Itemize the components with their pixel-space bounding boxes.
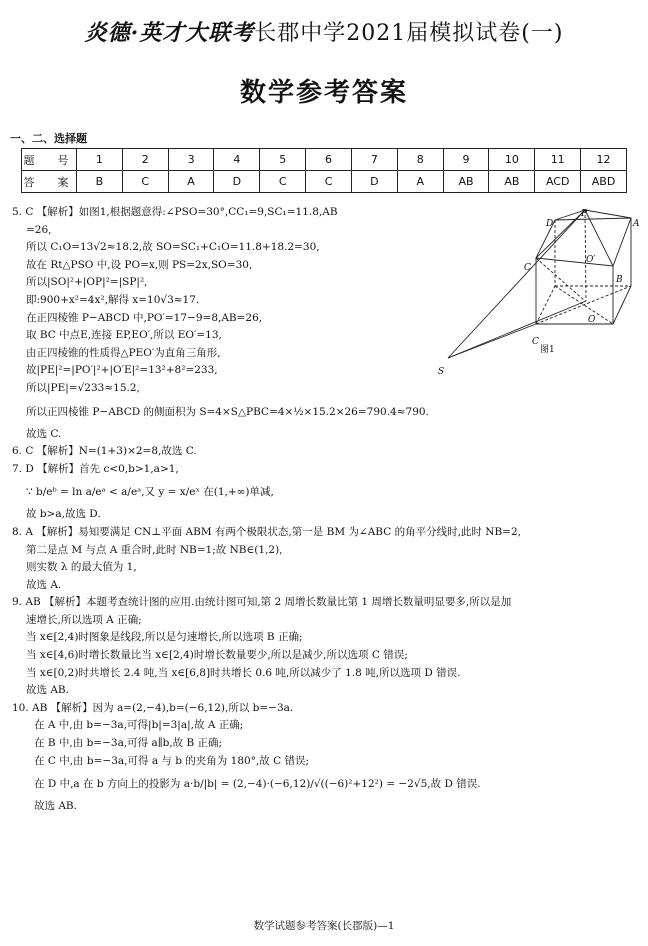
answer-cell: B bbox=[77, 171, 123, 193]
figure-point-label: S bbox=[438, 367, 445, 377]
table-row-answers bbox=[22, 171, 627, 193]
figure-point-label: B bbox=[616, 275, 623, 285]
figure-caption: 图1 bbox=[540, 345, 555, 355]
answer-cell: C bbox=[122, 171, 168, 193]
solution-line: 在 B 中,由 b=−3a,可得 a∥b,故 B 正确; bbox=[34, 737, 223, 750]
exam-subtitle: 长郡中学2021届模拟试卷(一) bbox=[254, 21, 564, 46]
solution-line: 故选 C. bbox=[26, 427, 62, 440]
question-number-cell: 12 bbox=[581, 149, 627, 171]
solution-line: 在 C 中,由 b=−3a,可得 a 与 b 的夹角为 180°,故 C 错误; bbox=[34, 754, 310, 767]
figure-point-label: O bbox=[588, 315, 596, 325]
solution-line: 10. AB 【解析】因为 a=(2,−4),b=(−6,12),所以 b=−3a. bbox=[12, 701, 294, 714]
solution-line: 所以|PE|=√233≈15.2, bbox=[26, 381, 140, 394]
page-footer: 数学试题参考答案(长郡版)—1 bbox=[253, 920, 395, 932]
figure-point-label: O′ bbox=[586, 255, 596, 265]
question-number-cell: 4 bbox=[214, 149, 260, 171]
figure-point-label: D bbox=[546, 219, 554, 229]
table-row-numbers bbox=[22, 149, 627, 171]
question-number-cell: 8 bbox=[397, 149, 443, 171]
solution-line: 取 BC 中点E,连接 EP,EO′,所以 EO′=13, bbox=[26, 329, 222, 342]
question-number-cell: 1 bbox=[77, 149, 123, 171]
answer-cell: A bbox=[168, 171, 214, 193]
question-number-cell: 5 bbox=[260, 149, 306, 171]
solution-line: 在正四棱锥 P−ABCD 中,PO′=17−9=8,AB=26, bbox=[26, 311, 263, 324]
brand-name: 炎德·英才大联考 bbox=[84, 20, 255, 46]
question-number-cell: 2 bbox=[122, 149, 168, 171]
answer-table bbox=[21, 148, 627, 193]
solution-text bbox=[12, 204, 632, 816]
solution-line: 则实数 λ 的最大值为 1, bbox=[26, 561, 137, 574]
solution-line: 故在 Rt△PSO 中,设 PO=x,则 PS=2x,SO=30, bbox=[26, 258, 253, 271]
solution-line: 5. C 【解析】如图1,根据题意得:∠PSO=30°,CC₁=9,SC₁=11.8,AB bbox=[12, 206, 338, 218]
answer-cell: D bbox=[351, 171, 397, 193]
question-number-cell: 10 bbox=[489, 149, 535, 171]
solution-line: 所以 C₁O=13√2≈18.2,故 SO=SC₁+C₁O=11.8+18.2=30, bbox=[26, 241, 320, 254]
question-number-cell: 6 bbox=[306, 149, 352, 171]
answer-cell: C bbox=[260, 171, 306, 193]
solution-line: 当 x∈[2,4)时图象是线段,所以是匀速增长,所以选项 B 正确; bbox=[26, 631, 303, 644]
answer-cell: AB bbox=[443, 171, 489, 193]
answer-cell: A bbox=[397, 171, 443, 193]
solution-line: =26, bbox=[26, 223, 52, 236]
figure-point-label: A bbox=[633, 219, 640, 229]
solution-line: 第二是点 M 与点 A 重合时,此时 NB=1;故 NB∈(1,2), bbox=[26, 543, 283, 556]
solution-line: 6. C 【解析】N=(1+3)×2=8,故选 C. bbox=[12, 445, 197, 458]
question-number-cell: 7 bbox=[351, 149, 397, 171]
question-number-cell: 11 bbox=[535, 149, 581, 171]
solution-line: 7. D 【解析】首先 c<0,b>1,a>1, bbox=[12, 462, 179, 475]
page-title: 数学参考答案 bbox=[239, 78, 408, 108]
figure-point-label: C bbox=[524, 263, 531, 273]
solution-line: ∵ b/eᵇ = ln a/eᵃ < a/eᵃ,又 y = x/eˣ 在(1,+∞)单减, bbox=[26, 486, 274, 499]
row-label-answer: 答 案 bbox=[22, 171, 77, 193]
solution-line: 由正四棱锥的性质得△PEO′为直角三角形, bbox=[26, 346, 221, 359]
solution-line: 速增长,所以选项 A 正确; bbox=[26, 613, 142, 626]
answer-cell: ABD bbox=[581, 171, 627, 193]
solution-line: 在 D 中,a 在 b 方向上的投影为 a·b/|b| = (2,−4)·(−6,12)/√((−6)²+12²) = −2√5,故 D 错误. bbox=[34, 778, 481, 791]
section-heading: 一、二、选择题 bbox=[10, 132, 87, 145]
answer-cell: D bbox=[214, 171, 260, 193]
solution-line: 故 b>a,故选 D. bbox=[26, 508, 101, 521]
figure-point-label: C bbox=[532, 337, 539, 347]
solution-line: 所以正四棱锥 P−ABCD 的侧面积为 S=4×S△PBC=4×½×15.2×26=790.4≈790. bbox=[26, 405, 429, 418]
solution-line: 故选 AB. bbox=[26, 684, 69, 697]
answer-cell: ACD bbox=[535, 171, 581, 193]
solution-line: 在 A 中,由 b=−3a,可得|b|=3|a|,故 A 正确; bbox=[34, 719, 244, 732]
solution-line: 故选 AB. bbox=[34, 800, 77, 813]
figure-point-label: P bbox=[581, 209, 588, 219]
solution-line: 8. A 【解析】易知要满足 CN⊥平面 ABM 有两个极限状态,第一是 BM 为∠ABC 的角平分线时,此时 NB=2, bbox=[12, 525, 521, 538]
answer-cell: C bbox=[306, 171, 352, 193]
solution-line: 所以|SO|²+|OP|²=|SP|², bbox=[26, 276, 148, 289]
question-number-cell: 3 bbox=[168, 149, 214, 171]
question-number-cell: 9 bbox=[443, 149, 489, 171]
solution-line: 9. AB 【解析】本题考查统计图的应用.由统计图可知,第 2 周增长数量比第 1 周增长数量明显要多,所以是加 bbox=[12, 596, 512, 609]
row-label-number: 题 号 bbox=[22, 149, 77, 171]
answer-cell: AB bbox=[489, 171, 535, 193]
solution-line: 故选 A. bbox=[26, 578, 62, 591]
solution-line: 当 x∈[0,2)时共增长 2.4 吨,当 x∈[6,8]时共增长 0.6 吨,所以减少了 1.8 吨,所以选项 D 错误. bbox=[26, 666, 461, 679]
exam-header bbox=[0, 16, 648, 47]
solution-line: 故|PE|²=|PO′|²+|O′E|²=13²+8²=233, bbox=[26, 364, 218, 377]
solution-line: 即:900+x²=4x²,解得 x=10√3≈17. bbox=[26, 293, 200, 306]
solution-line: 当 x∈[4,6)时增长数量比当 x∈[2,4)时增长数量要少,所以是减少,所以选项 C 错误; bbox=[26, 649, 408, 662]
